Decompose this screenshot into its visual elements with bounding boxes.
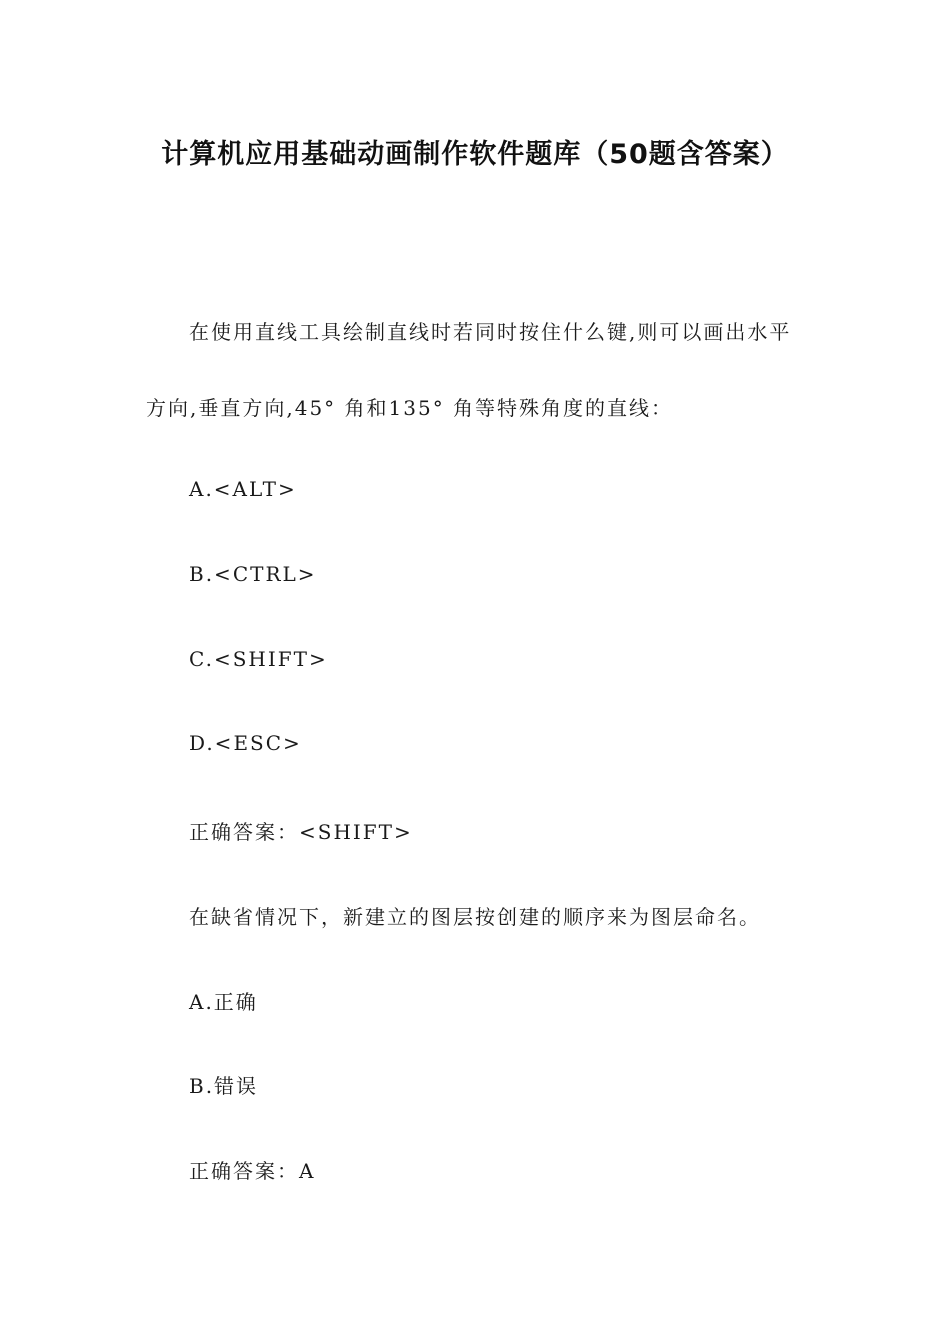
question-1-answer: 正确答案：<SHIFT> (189, 820, 413, 844)
question-2-option-b: B.错误 (189, 1074, 259, 1098)
document-title: 计算机应用基础动画制作软件题库（50题含答案） (161, 139, 789, 170)
question-1-option-c: C.<SHIFT> (189, 647, 328, 671)
question-2-option-a: A.正确 (189, 990, 258, 1014)
question-1-stem-line-1: 在使用直线工具绘制直线时若同时按住什么键,则可以画出水平 (189, 320, 792, 344)
question-2-stem-line-1: 在缺省情况下，新建立的图层按创建的顺序来为图层命名。 (189, 905, 761, 929)
question-1-option-b: B.<CTRL> (189, 562, 317, 586)
question-1-option-d: D.<ESC> (189, 731, 302, 755)
question-1-option-a: A.<ALT> (189, 477, 297, 501)
question-2-answer: 正确答案：A (189, 1159, 316, 1183)
question-1-stem-line-2: 方向,垂直方向,45° 角和135° 角等特殊角度的直线： (146, 396, 674, 420)
